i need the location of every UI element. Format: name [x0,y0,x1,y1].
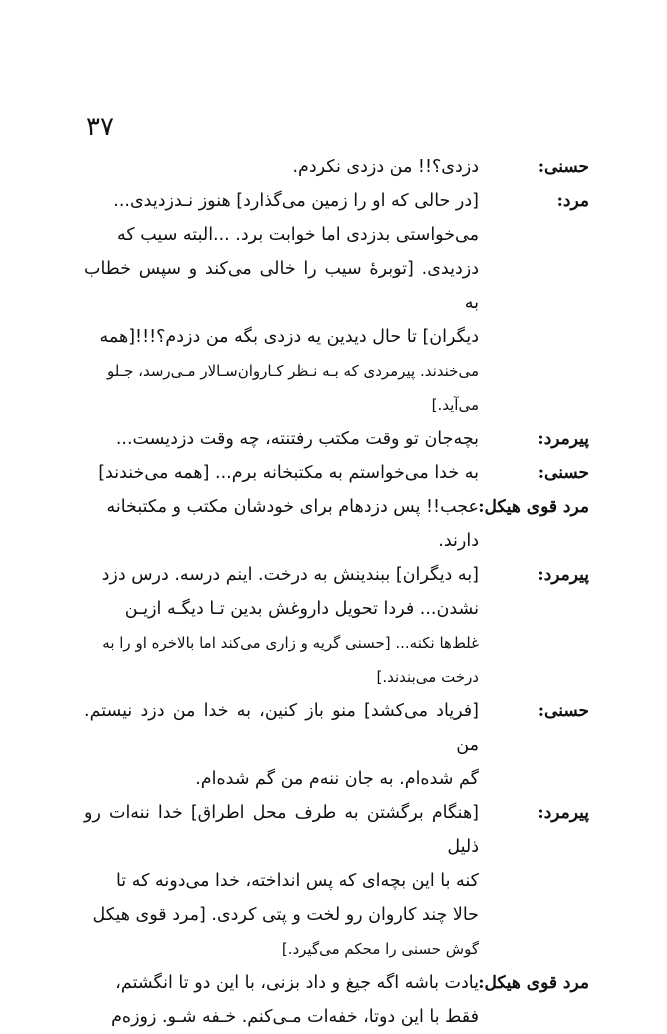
speech-line: کنه با این بچه‌ای که پس انداخته، خدا می‌دونه که تا [115,871,479,891]
stage-direction-line: می‌آید.] [431,396,479,414]
speech-line: [هنگام برگشتن به طرف محل اطراق] خدا ننه‌ات رو ذلیل [84,803,479,857]
speech-line: دارند. [438,531,479,551]
speech-line: می‌خواستی بدزدی اما خوابت برد. ...البته سیب که [116,225,479,245]
speaker-name: حسنی: [537,157,589,177]
dialogue-entry [84,694,589,796]
speech-line: دیگران] تا حال دیدین یه دزدی بگه من دزدم؟!!![همه [99,327,479,347]
speech-line: دزدی؟!! من دزدی نکردم. [292,157,479,177]
speaker-name: مرد قوی هیکل: [478,497,589,517]
speech-text [84,966,479,1034]
speech-text [84,490,479,558]
speech-line: [فریاد می‌کشد] منو باز کنین، به خدا من دزد نیستم. من [84,701,479,755]
dialogue-entry [84,796,589,966]
play-text [84,150,589,1034]
speech-text [84,422,479,456]
dialogue-entry [84,490,589,558]
speech-line: عجب!! پس دزدهام برای خودشان مکتب و مکتبخانه [106,497,479,517]
speech-text [84,150,479,184]
speech-line: دزدیدی. [توبرهٔ سیب را خالی می‌کند و سپس خطاب به [84,259,479,313]
dialogue-entry [84,558,589,694]
speech-line: بچه‌جان تو وقت مکتب رفتنته، چه وقت دزدیست... [115,429,479,449]
stage-direction-line: درخت می‌بندند.] [376,668,479,686]
speech-line: [به دیگران] ببندینش به درخت. اینم درسه. درس دزد [101,565,479,585]
speaker-name: حسنی: [537,701,589,721]
speech-line: نشدن... فردا تحویل داروغش بدین تـا دیگـه ازیـن [124,599,479,619]
stage-direction-line: غلط‌ها نکنه... [حسنی گریه و زاری می‌کند اما بالاخره او را به [102,634,479,652]
dialogue-entry [84,966,589,1034]
speech-line: به خدا می‌خواستم به مکتبخانه برم... [همه می‌خندند] [98,463,479,483]
speech-text [84,694,479,796]
speaker-name: مرد: [556,191,589,211]
speech-line: حالا چند کاروان رو لخت و پتی کردی. [مرد قوی هیکل [92,905,479,925]
speech-line: گم شده‌ام. به جان ننه‌م من گم شده‌ام. [195,769,479,789]
page-number: ۳۷ [86,112,114,142]
speaker-name: مرد قوی هیکل: [478,973,589,993]
stage-direction-line: می‌خندند. پیرمردی که بـه نـظر کـاروان‌سـالار مـی‌رسد، جـلو [106,362,479,380]
speaker-name: پیرمرد: [537,429,589,449]
speaker-name: حسنی: [537,463,589,483]
speech-line: فقط با این دوتا، خفه‌ات مـی‌کنم. خـفه شـو. زوزه‌م [111,1007,479,1027]
speech-line: [در حالی که او را زمین می‌گذارد] هنوز نـدزدیدی... [113,191,479,211]
speech-text [84,184,479,422]
stage-direction-line: گوش حسنی را محکم می‌گیرد.] [281,940,479,958]
speech-line: یادت باشه اگه جیغ و داد بزنی، با این دو تا انگشتم، [115,973,479,993]
speaker-name: پیرمرد: [537,565,589,585]
speaker-name: پیرمرد: [537,803,589,823]
speech-text [84,456,479,490]
speech-text [84,796,479,966]
dialogue-entry [84,456,589,490]
speech-text [84,558,479,694]
dialogue-entry [84,422,589,456]
dialogue-entry [84,184,589,422]
dialogue-entry [84,150,589,184]
